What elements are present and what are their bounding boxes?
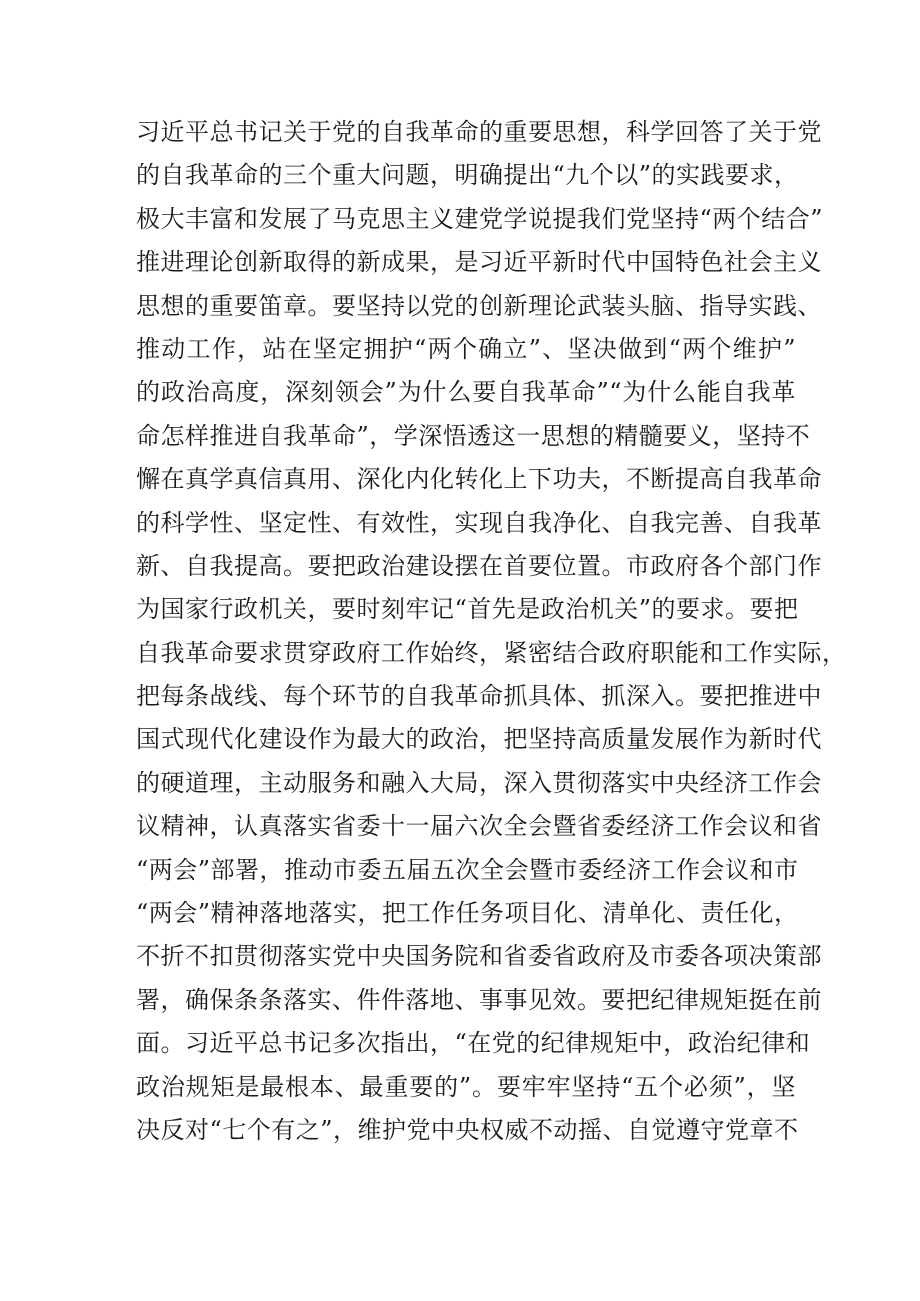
text-line: 政治规矩是最根本、最重要的”。要牢牢坚持“五个必须”，坚 (136, 1072, 796, 1101)
text-line: 推动工作，站在坚定拥护“两个确立”、坚决做到“两个维护” (136, 334, 796, 363)
text-line: 的自我革命的三个重大问题，明确提出“九个以”的实践要求， (136, 161, 799, 190)
text-line: 议精神，认真落实省委十一届六次全会暨省委经济工作会议和省 (136, 812, 822, 841)
text-line: 为国家行政机关，要时刻牢记“首先是政治机关”的要求。要把 (136, 595, 799, 624)
text-line: 命怎样推进自我革命”，学深悟透这一思想的精髓要义，坚持不 (136, 421, 811, 450)
text-line: 习近平总书记关于党的自我革命的重要思想，科学回答了关于党 (136, 118, 822, 146)
text-line: 推进理论创新取得的新成果，是习近平新时代中国特色社会主义 (136, 248, 822, 277)
text-line: 把每条战线、每个环节的自我革命抓具体、抓深入。要把推进中 (136, 682, 822, 711)
text-line: 思想的重要笛章。要坚持以党的创新理论武装头脑、指导实践、 (136, 291, 822, 320)
text-line: 懈在真学真信真用、深化内化转化上下功夫，不断提高自我革命 (136, 465, 822, 494)
text-line: 国式现代化建设作为最大的政治，把坚持高质量发展作为新时代 (136, 725, 822, 754)
text-line: 决反对“七个有之”，维护党中央权威不动摇、自觉遵守党章不 (136, 1115, 799, 1144)
text-line: 不折不扣贯彻落实党中央国务院和省委省政府及市委各项决策部 (136, 942, 822, 971)
text-line: 的硬道理，主动服务和融入大局，深入贯彻落实中央经济工作会 (136, 768, 822, 797)
text-line: 极大丰富和发展了马克思主义建党学说提我们党坚持“两个结合” (136, 204, 824, 233)
text-line: 署，确保条条落实、件件落地、事事见效。要把纪律规矩挺在前 (136, 985, 822, 1014)
text-line: 自我革命要求贯穿政府工作始终，紧密结合政府职能和工作实际， (136, 638, 847, 667)
text-line: 的政治高度，深刻领会”为什么要自我革命”“为什么能自我革 (136, 378, 796, 407)
text-line: “两会”部署，推动市委五届五次全会暨市委经济工作会议和市 (136, 855, 799, 884)
text-line: “两会”精神落地落实，把工作任务项目化、清单化、责任化， (136, 899, 799, 928)
body-paragraph (136, 111, 847, 1152)
text-line: 新、自我提高。要把政治建设摆在首要位置。市政府各个部门作 (136, 551, 822, 580)
text-line: 的科学性、坚定性、有效性，实现自我净化、自我完善、自我革 (136, 508, 822, 537)
text-line: 面。习近平总书记多次指出，“在党的纪律规矩中，政治纪律和 (136, 1029, 811, 1058)
